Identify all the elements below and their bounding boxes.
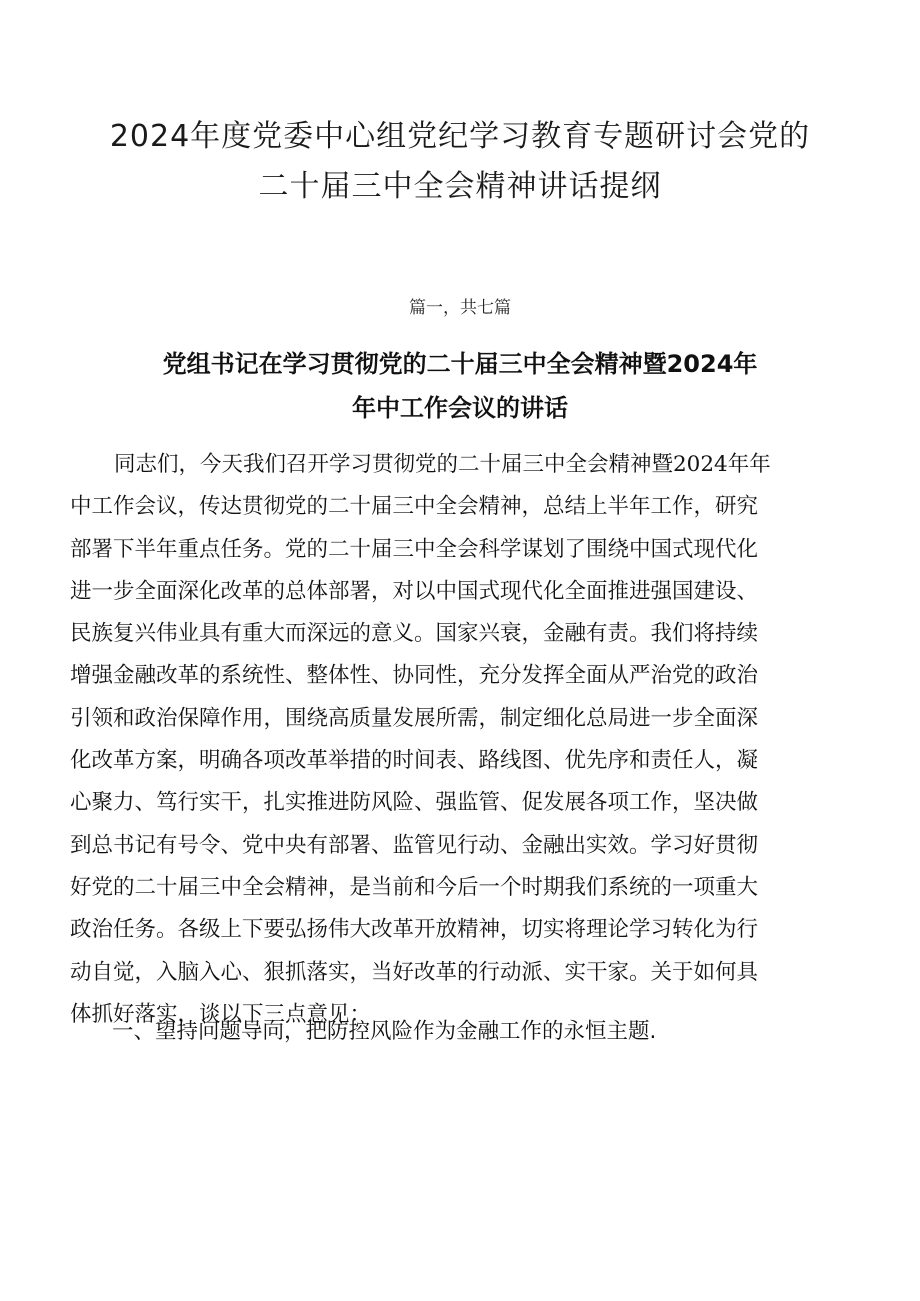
- body-line: 部署下半年重点任务。党的二十届三中全会科学谋划了围绕中国式现代化: [70, 536, 759, 562]
- body-line: 引领和政治保障作用，围绕高质量发展所需，制定细化总局进一步全面深: [70, 705, 759, 731]
- body-line: 体抓好落实，谈以下三点意见：: [70, 1001, 372, 1027]
- body-line: 到总书记有号令、党中央有部署、监管见行动、金融出实效。学习好贯彻: [70, 832, 759, 858]
- speech-title: [80, 342, 840, 430]
- body-line: 中工作会议，传达贯彻党的二十届三中全会精神，总结上半年工作，研究: [70, 494, 759, 520]
- body-line: 化改革方案，明确各项改革举措的时间表、路线图、优先序和责任人，凝: [70, 748, 759, 774]
- body-line: 心聚力、笃行实干，扎实推进防风险、强监管、促发展各项工作，坚决做: [70, 790, 759, 816]
- body-line: 增强金融改革的系统性、整体性、协同性，充分发挥全面从严治党的政治: [70, 663, 759, 689]
- document-title-line: 二十届三中全会精神讲话提纲: [258, 169, 662, 204]
- speech-title-line: 年中工作会议的讲话: [352, 394, 568, 422]
- body-line: 民族复兴伟业具有重大而深远的意义。国家兴衰，金融有责。我们将持续: [70, 621, 759, 647]
- document-title-line: 2024年度党委中心组党纪学习教育专题研讨会党的: [109, 119, 811, 154]
- section-heading: 一、望持问题导向，把防控风险作为金融工作的永恒主题.: [112, 1019, 657, 1044]
- body-line: 动自觉，入脑入心、狠抓落实，当好改革的行动派、实干家。关于如何具: [70, 959, 759, 985]
- document-title: [60, 112, 860, 212]
- speech-title-line: 党组书记在学习贯彻党的二十届三中全会精神暨2024年: [162, 350, 758, 378]
- body-line: 政治任务。各级上下要弘扬伟大改革开放精神，切实将理论学习转化为行: [70, 917, 759, 943]
- part-label: 篇一，共七篇: [409, 298, 511, 318]
- body-line: 进一步全面深化改革的总体部署，对以中国式现代化全面推进强国建设、: [70, 578, 759, 604]
- body-paragraph: [70, 444, 860, 1036]
- body-line: 同志们，今天我们召开学习贯彻党的二十届三中全会精神暨2024年年: [114, 452, 771, 477]
- body-line: 好党的二十届三中全会精神，是当前和今后一个时期我们系统的一项重大: [70, 874, 759, 900]
